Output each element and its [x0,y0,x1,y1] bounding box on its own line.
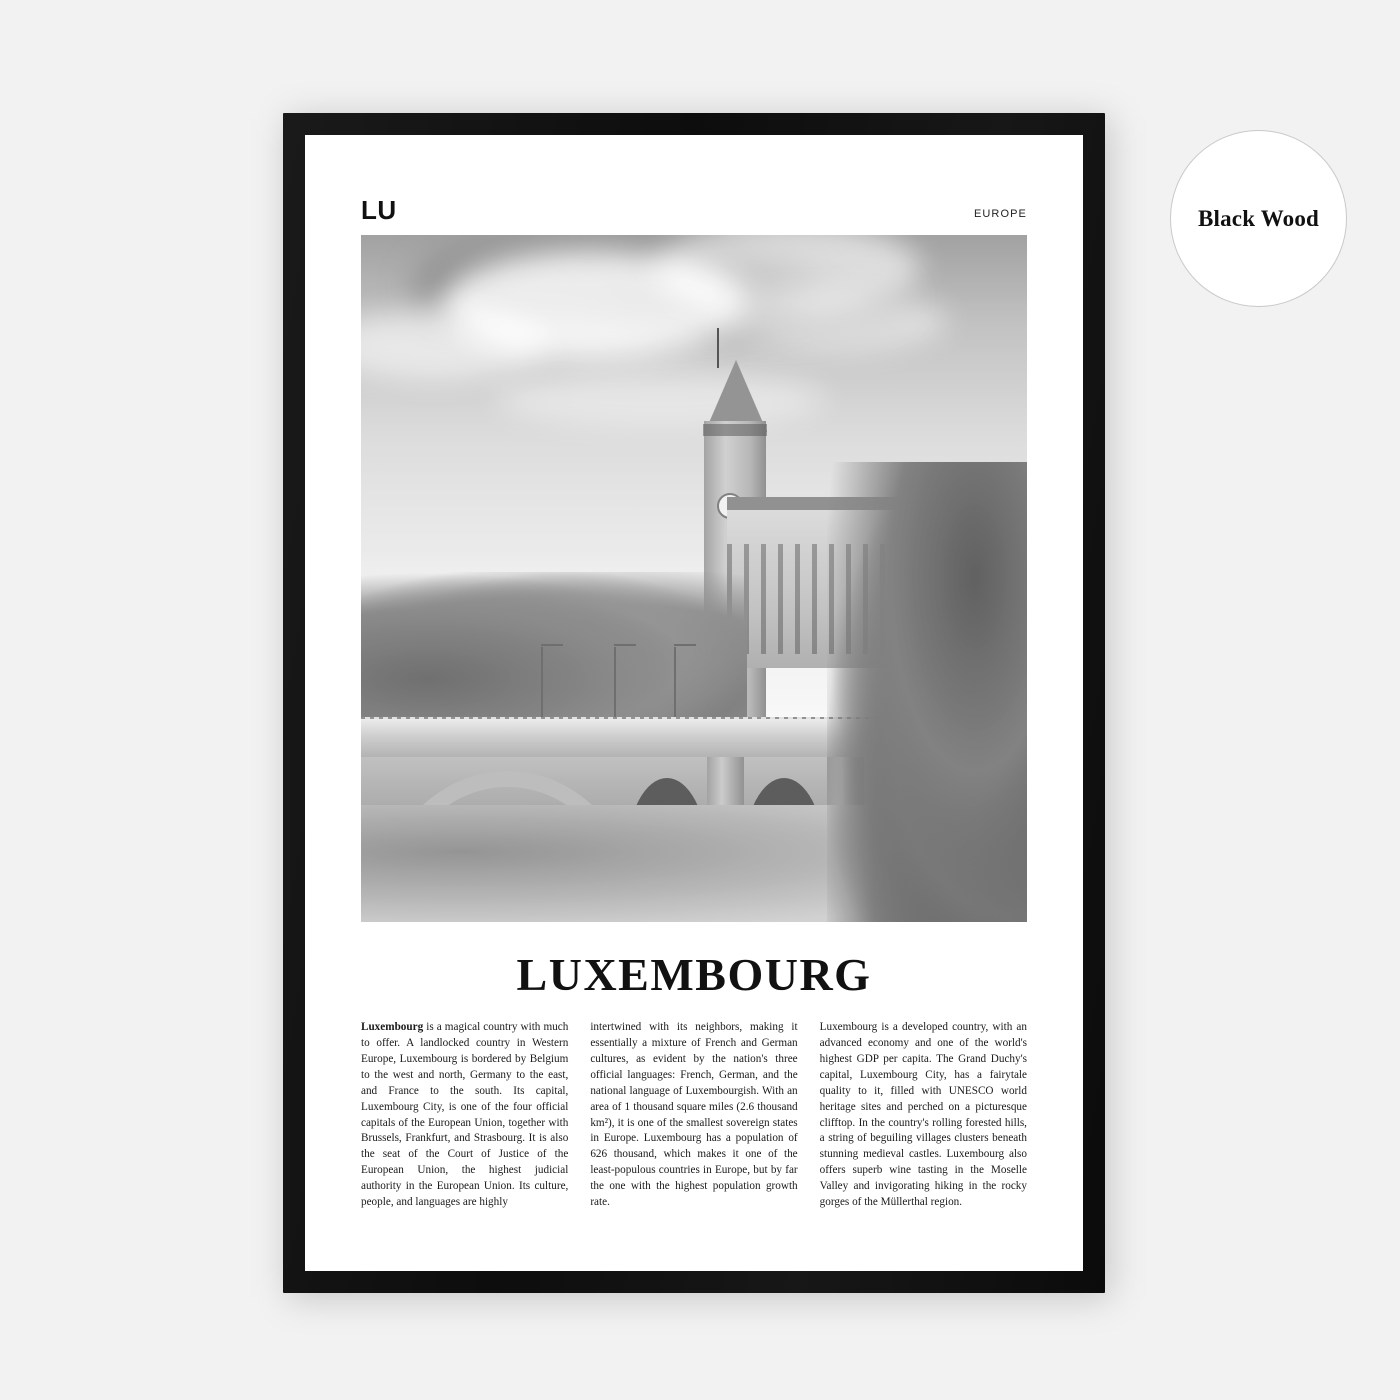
material-badge-label: Black Wood [1197,205,1320,231]
poster [305,135,1083,1271]
street-lamp-post [541,647,543,723]
page-title: LUXEMBOURG [516,949,872,1001]
poster-photograph [361,235,1027,922]
poster-header [361,197,1027,223]
picture-frame [283,113,1105,1293]
text-column-1 [361,1020,568,1211]
lead-word: Luxembourg [361,1021,424,1034]
frame-mat [305,135,1083,1271]
street-lamp-post [674,647,676,723]
text-column-3 [820,1020,1027,1211]
tower-balcony [703,424,767,436]
column-text: intertwined with its neighbors, making it essentially a mixture of French and German cultures, as evident by the nation's three official languages: French, German, and the national language of Luxembourgish. With an area of 1 thousand square miles (2.6 thousand km²), it is one of the smallest sovereign states in Europe. Luxembourg has a population of 626 thousand, which makes it one of the least-populous countries in Europe, but by far the one with the highest population growth rate. [590,1021,798,1209]
street-lamp-arm [541,644,563,646]
country-code: LU [361,195,397,225]
material-badge [1170,130,1347,307]
street-lamp-arm [614,644,636,646]
body-columns [361,1020,1027,1211]
text-column-2 [590,1020,797,1211]
street-lamp-arm [674,644,696,646]
tree-cluster-right [827,462,1027,922]
column-text: Luxembourg is a developed country, with an advanced economy and one of the world's highest GDP per capita. The Grand Duchy's capital, Luxembourg City, has a fairytale quality to it, filled with UNESCO world heritage sites and perched on a picturesque clifftop. In the country's rolling forested hills, a string of beguiling villages clusters beneath stunning medieval castles. Luxembourg also offers superb wine tasting in the Moselle Valley and invigorating hiking in the rocky gorges of the Müllerthal region. [819,1021,1027,1209]
street-lamp-post [614,647,616,723]
cloud-shape [721,290,947,352]
column-text: is a magical country with much to offer. A landlocked country in Western Europe, Luxembourg is bordered by Belgium to the west and north, Germany to the east, and France to the south. Its capital, Luxembourg City, is one of the four official capitals of the European Union, together with Brussels, Frankfurt, and Strasbourg. It is also the seat of the Court of Justice of the European Union, the highest judicial authority in the European Union. Its culture, people, and languages are highly [361,1021,569,1209]
region-label: EUROPE [973,208,1027,220]
